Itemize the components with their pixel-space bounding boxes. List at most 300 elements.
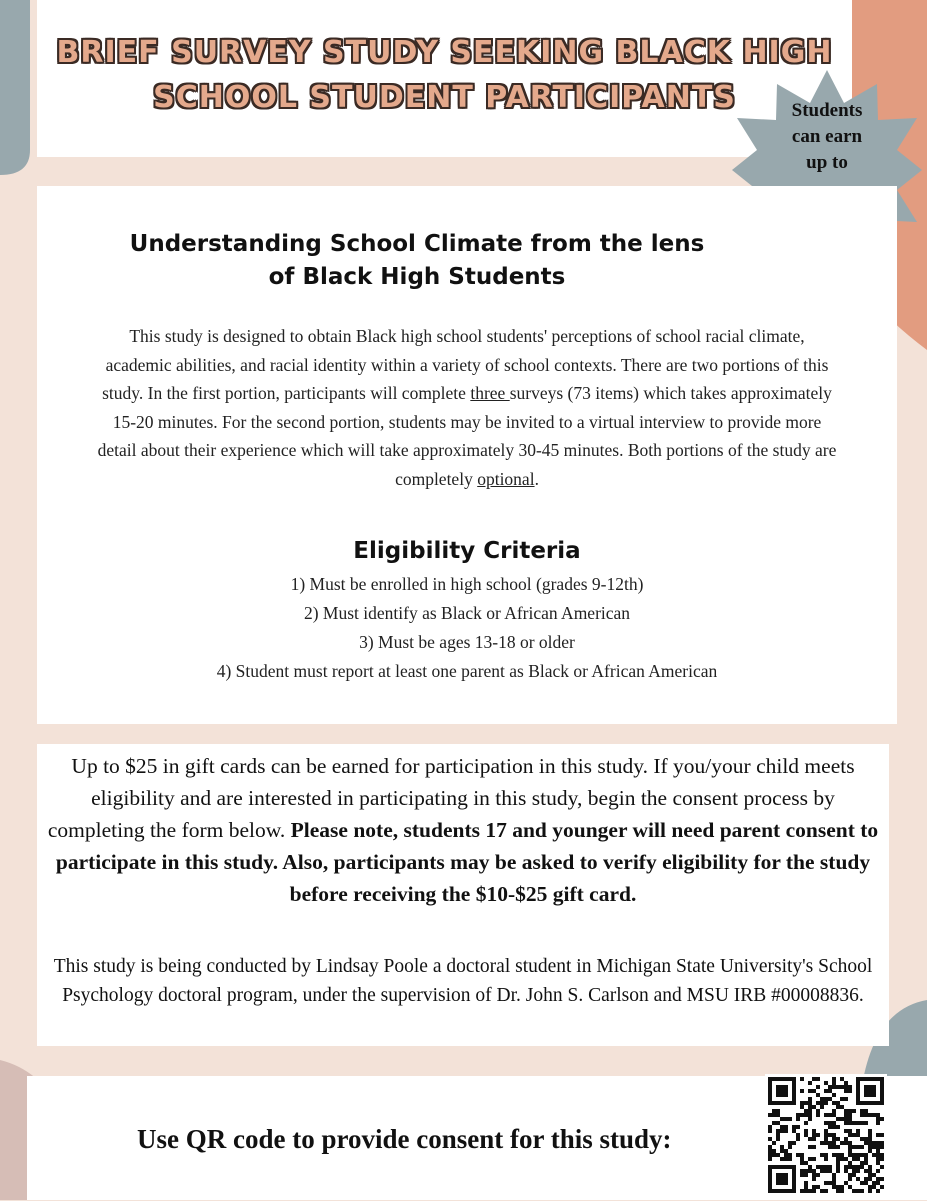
qr-module xyxy=(828,1085,832,1089)
qr-module xyxy=(860,1121,864,1125)
qr-consent-prompt: Use QR code to provide consent for this study: xyxy=(137,1124,672,1154)
qr-module xyxy=(864,1161,868,1165)
qr-module xyxy=(800,1077,804,1081)
qr-module xyxy=(804,1185,808,1189)
qr-module xyxy=(820,1169,824,1173)
study-heading-line-2: of Black High Students xyxy=(268,264,566,290)
qr-module xyxy=(828,1141,832,1145)
qr-module xyxy=(848,1121,852,1125)
qr-module xyxy=(832,1085,836,1089)
badge-line-2: can earn xyxy=(791,126,863,147)
qr-module xyxy=(808,1117,812,1121)
qr-module xyxy=(880,1117,884,1121)
qr-module xyxy=(768,1097,772,1101)
qr-module xyxy=(824,1129,828,1133)
qr-module xyxy=(868,1129,872,1133)
qr-module xyxy=(780,1117,784,1121)
qr-module xyxy=(812,1137,816,1141)
qr-module xyxy=(844,1113,848,1117)
qr-module xyxy=(780,1077,784,1081)
qr-module xyxy=(844,1181,848,1185)
qr-module xyxy=(844,1089,848,1093)
qr-module xyxy=(780,1093,784,1097)
qr-module xyxy=(868,1189,872,1193)
qr-module xyxy=(808,1101,812,1105)
qr-module xyxy=(876,1157,880,1161)
qr-module xyxy=(832,1125,836,1129)
qr-module xyxy=(848,1153,852,1157)
qr-module xyxy=(828,1089,832,1093)
qr-module xyxy=(804,1101,808,1105)
qr-module xyxy=(848,1185,852,1189)
qr-module xyxy=(800,1153,804,1157)
qr-module xyxy=(832,1109,836,1113)
qr-module xyxy=(876,1181,880,1185)
qr-module xyxy=(828,1169,832,1173)
qr-module xyxy=(868,1101,872,1105)
qr-module xyxy=(804,1133,808,1137)
qr-module xyxy=(876,1189,880,1193)
eligibility-item: 1) Must be enrolled in high school (grades 9-12th) xyxy=(290,574,644,594)
qr-module xyxy=(852,1121,856,1125)
qr-module xyxy=(796,1137,800,1141)
qr-module xyxy=(776,1137,780,1141)
qr-module xyxy=(780,1149,784,1153)
qr-module xyxy=(860,1165,864,1169)
eligibility-item: 2) Must identify as Black or African American xyxy=(303,603,631,623)
qr-module xyxy=(784,1157,788,1161)
eligibility-item: 3) Must be ages 13-18 or older xyxy=(359,632,575,652)
qr-module xyxy=(848,1177,852,1181)
qr-module xyxy=(768,1101,772,1105)
qr-module xyxy=(848,1145,852,1149)
qr-module xyxy=(804,1169,808,1173)
qr-module xyxy=(780,1085,784,1089)
qr-module xyxy=(824,1169,828,1173)
qr-module xyxy=(852,1169,856,1173)
qr-module xyxy=(816,1173,820,1177)
qr-module xyxy=(852,1153,856,1157)
qr-module xyxy=(784,1189,788,1193)
qr-module xyxy=(868,1173,872,1177)
qr-module xyxy=(840,1085,844,1089)
qr-module xyxy=(836,1105,840,1109)
qr-module xyxy=(868,1077,872,1081)
description-underlined-optional: optional xyxy=(477,468,535,489)
qr-module xyxy=(796,1113,800,1117)
qr-module xyxy=(880,1093,884,1097)
qr-module xyxy=(784,1117,788,1121)
qr-module xyxy=(800,1113,804,1117)
qr-module xyxy=(860,1101,864,1105)
qr-module xyxy=(856,1081,860,1085)
qr-module xyxy=(768,1077,772,1081)
qr-module xyxy=(792,1093,796,1097)
qr-module xyxy=(836,1165,840,1169)
qr-module xyxy=(868,1169,872,1173)
qr-module xyxy=(776,1181,780,1185)
qr-module xyxy=(876,1149,880,1153)
qr-module xyxy=(772,1113,776,1117)
qr-module xyxy=(780,1089,784,1093)
qr-module xyxy=(880,1145,884,1149)
page-title xyxy=(37,30,852,120)
description-text-1: This study is designed to obtain Black high school students' perceptions of school racial climate, academic abilities, and racial identity within a variety of school contexts. There are two portions of this study. In the first portion, participants will complete xyxy=(102,326,829,403)
qr-module xyxy=(792,1177,796,1181)
qr-module xyxy=(864,1077,868,1081)
qr-module xyxy=(816,1093,820,1097)
qr-module xyxy=(824,1133,828,1137)
qr-module xyxy=(856,1097,860,1101)
qr-module xyxy=(784,1153,788,1157)
qr-module xyxy=(792,1181,796,1185)
qr-module xyxy=(800,1157,804,1161)
qr-module xyxy=(840,1189,844,1193)
qr-module xyxy=(768,1173,772,1177)
qr-module xyxy=(828,1133,832,1137)
qr-module xyxy=(868,1149,872,1153)
qr-module xyxy=(864,1121,868,1125)
qr-module xyxy=(812,1173,816,1177)
qr-module xyxy=(792,1173,796,1177)
qr-module xyxy=(876,1153,880,1157)
badge-line-1: Students xyxy=(791,100,863,121)
qr-module xyxy=(768,1125,772,1129)
qr-module xyxy=(864,1109,868,1113)
qr-module xyxy=(816,1185,820,1189)
qr-module xyxy=(864,1157,868,1161)
qr-module xyxy=(844,1085,848,1089)
eligibility-item: 4) Student must report at least one parent as Black or African American xyxy=(216,661,718,681)
qr-module xyxy=(812,1145,816,1149)
qr-module xyxy=(804,1189,808,1193)
qr-module xyxy=(864,1085,868,1089)
qr-module xyxy=(776,1113,780,1117)
qr-module xyxy=(856,1121,860,1125)
qr-module xyxy=(864,1093,868,1097)
qr-module xyxy=(868,1113,872,1117)
qr-module xyxy=(808,1109,812,1113)
qr-module xyxy=(776,1189,780,1193)
qr-module xyxy=(832,1137,836,1141)
qr-module xyxy=(852,1145,856,1149)
qr-module xyxy=(792,1165,796,1169)
qr-module xyxy=(832,1101,836,1105)
qr-module xyxy=(880,1101,884,1105)
qr-module xyxy=(808,1113,812,1117)
slate-corner-shape xyxy=(0,0,30,175)
qr-module xyxy=(772,1109,776,1113)
qr-module xyxy=(788,1101,792,1105)
eligibility-title: Eligibility Criteria xyxy=(353,538,581,564)
qr-module xyxy=(812,1177,816,1181)
qr-module xyxy=(780,1157,784,1161)
qr-module xyxy=(812,1129,816,1133)
qr-module xyxy=(880,1177,884,1181)
qr-module xyxy=(860,1137,864,1141)
qr-module xyxy=(808,1097,812,1101)
qr-module xyxy=(868,1093,872,1097)
qr-module xyxy=(836,1101,840,1105)
qr-module xyxy=(880,1081,884,1085)
qr-module xyxy=(856,1153,860,1157)
qr-module xyxy=(864,1137,868,1141)
qr-module xyxy=(776,1165,780,1169)
qr-module xyxy=(864,1177,868,1181)
qr-module xyxy=(832,1077,836,1081)
qr-module xyxy=(876,1101,880,1105)
qr-module xyxy=(820,1097,824,1101)
qr-module xyxy=(768,1081,772,1085)
qr-module xyxy=(780,1165,784,1169)
qr-module xyxy=(768,1157,772,1161)
qr-module xyxy=(848,1165,852,1169)
title-line-1: BRIEF SURVEY STUDY SEEKING BLACK HIGH xyxy=(56,35,833,70)
qr-module xyxy=(844,1157,848,1161)
qr-module xyxy=(868,1141,872,1145)
qr-module xyxy=(848,1133,852,1137)
study-heading-line-1: Understanding School Climate from the lens xyxy=(129,231,705,257)
qr-module xyxy=(840,1105,844,1109)
qr-module xyxy=(848,1141,852,1145)
qr-module xyxy=(832,1153,836,1157)
qr-module xyxy=(856,1169,860,1173)
qr-module xyxy=(856,1101,860,1105)
qr-module xyxy=(816,1085,820,1089)
qr-module xyxy=(824,1081,828,1085)
qr-module xyxy=(872,1145,876,1149)
qr-module xyxy=(768,1169,772,1173)
qr-module xyxy=(812,1169,816,1173)
qr-module xyxy=(800,1173,804,1177)
qr-module xyxy=(856,1177,860,1181)
qr-module xyxy=(800,1101,804,1105)
qr-module xyxy=(872,1089,876,1093)
qr-module xyxy=(856,1093,860,1097)
qr-module xyxy=(836,1145,840,1149)
qr-module xyxy=(840,1141,844,1145)
qr-module xyxy=(852,1173,856,1177)
qr-module xyxy=(840,1185,844,1189)
qr-module xyxy=(772,1149,776,1153)
qr-module xyxy=(804,1181,808,1185)
qr-module xyxy=(856,1085,860,1089)
qr-module xyxy=(828,1145,832,1149)
qr-module xyxy=(792,1125,796,1129)
qr-module xyxy=(820,1189,824,1193)
qr-module xyxy=(768,1185,772,1189)
qr-module xyxy=(836,1085,840,1089)
qr-module xyxy=(772,1101,776,1105)
qr-module xyxy=(864,1141,868,1145)
qr-module xyxy=(772,1077,776,1081)
qr-module xyxy=(832,1145,836,1149)
qr-module xyxy=(788,1189,792,1193)
qr-module xyxy=(852,1165,856,1169)
qr-module xyxy=(768,1153,772,1157)
qr-module xyxy=(848,1089,852,1093)
qr-module xyxy=(844,1081,848,1085)
qr-module xyxy=(844,1109,848,1113)
qr-module xyxy=(832,1093,836,1097)
qr-module xyxy=(792,1085,796,1089)
qr-module xyxy=(840,1157,844,1161)
qr-module xyxy=(876,1169,880,1173)
qr-module xyxy=(776,1153,780,1157)
qr-module xyxy=(812,1077,816,1081)
qr-module xyxy=(860,1161,864,1165)
qr-module xyxy=(836,1117,840,1121)
qr-module xyxy=(776,1101,780,1105)
qr-module xyxy=(876,1117,880,1121)
qr-module xyxy=(868,1165,872,1169)
qr-module xyxy=(768,1181,772,1185)
qr-module xyxy=(848,1149,852,1153)
study-description xyxy=(97,322,837,493)
qr-module xyxy=(852,1133,856,1137)
qr-code[interactable] xyxy=(765,1074,887,1196)
qr-module xyxy=(876,1113,880,1117)
qr-module xyxy=(800,1169,804,1173)
qr-module xyxy=(788,1157,792,1161)
description-underlined-three: three xyxy=(470,383,510,403)
qr-module xyxy=(848,1113,852,1117)
qr-module xyxy=(804,1121,808,1125)
badge-line-3: up to xyxy=(806,152,848,173)
qr-module xyxy=(840,1097,844,1101)
qr-module xyxy=(880,1085,884,1089)
qr-module xyxy=(824,1165,828,1169)
qr-module xyxy=(780,1189,784,1193)
qr-module xyxy=(776,1093,780,1097)
qr-module xyxy=(876,1161,880,1165)
qr-module xyxy=(872,1077,876,1081)
compensation-bold: Please note, students 17 and younger will need parent consent to participate in this study. Also, participants may be asked to verify eligibility for the study before receiving the $10-$25 gift card. xyxy=(55,818,879,906)
qr-module xyxy=(836,1161,840,1165)
qr-module xyxy=(816,1165,820,1169)
qr-module xyxy=(784,1101,788,1105)
qr-module xyxy=(792,1169,796,1173)
qr-module xyxy=(832,1173,836,1177)
qr-module xyxy=(836,1189,840,1193)
qr-module xyxy=(864,1153,868,1157)
qr-module xyxy=(808,1169,812,1173)
qr-module xyxy=(848,1117,852,1121)
qr-module xyxy=(768,1129,772,1133)
qr-module xyxy=(780,1181,784,1185)
qr-module xyxy=(808,1137,812,1141)
qr-module xyxy=(812,1089,816,1093)
qr-module xyxy=(824,1113,828,1117)
qr-module xyxy=(784,1149,788,1153)
qr-module xyxy=(872,1185,876,1189)
qr-module xyxy=(776,1177,780,1181)
qr-module xyxy=(776,1121,780,1125)
qr-module xyxy=(768,1177,772,1181)
qr-module xyxy=(784,1129,788,1133)
qr-module xyxy=(788,1141,792,1145)
qr-module xyxy=(820,1141,824,1145)
qr-module xyxy=(776,1109,780,1113)
qr-module xyxy=(848,1161,852,1165)
qr-module xyxy=(800,1189,804,1193)
qr-module xyxy=(824,1097,828,1101)
qr-module xyxy=(792,1081,796,1085)
qr-module xyxy=(792,1189,796,1193)
study-heading xyxy=(97,228,737,294)
qr-module xyxy=(836,1185,840,1189)
qr-module xyxy=(792,1097,796,1101)
qr-module xyxy=(832,1081,836,1085)
qr-module xyxy=(776,1129,780,1133)
qr-module xyxy=(880,1185,884,1189)
qr-module xyxy=(868,1133,872,1137)
qr-module xyxy=(808,1089,812,1093)
qr-module xyxy=(856,1145,860,1149)
qr-module xyxy=(856,1129,860,1133)
study-info-card xyxy=(37,186,897,724)
qr-module xyxy=(808,1105,812,1109)
qr-module xyxy=(772,1141,776,1145)
qr-module xyxy=(768,1089,772,1093)
qr-module xyxy=(816,1101,820,1105)
qr-module xyxy=(828,1181,832,1185)
qr-module xyxy=(784,1125,788,1129)
qr-module xyxy=(836,1169,840,1173)
qr-module xyxy=(860,1153,864,1157)
qr-module xyxy=(828,1125,832,1129)
qr-module xyxy=(860,1181,864,1185)
qr-module xyxy=(880,1133,884,1137)
qr-module xyxy=(808,1189,812,1193)
qr-module xyxy=(880,1097,884,1101)
qr-module xyxy=(772,1189,776,1193)
qr-module xyxy=(808,1145,812,1149)
qr-module xyxy=(864,1089,868,1093)
qr-module xyxy=(804,1161,808,1165)
qr-module xyxy=(856,1189,860,1193)
qr-module xyxy=(844,1129,848,1133)
qr-module xyxy=(856,1165,860,1169)
qr-module xyxy=(816,1113,820,1117)
qr-module xyxy=(784,1077,788,1081)
qr-module xyxy=(868,1185,872,1189)
qr-module xyxy=(792,1089,796,1093)
qr-module xyxy=(780,1145,784,1149)
qr-module xyxy=(848,1129,852,1133)
qr-module xyxy=(804,1109,808,1113)
qr-module xyxy=(876,1145,880,1149)
qr-module xyxy=(792,1129,796,1133)
description-text-2: surveys (73 items) which takes approximately 15-20 minutes. For the second portion, students may be invited to a virtual interview to provide more detail about their experience which will take approximately 30-45 minutes. Both portions of the study are completely xyxy=(97,383,837,489)
qr-module xyxy=(784,1093,788,1097)
qr-module xyxy=(768,1189,772,1193)
title-line-2: SCHOOL STUDENT PARTICIPANTS xyxy=(153,80,736,115)
qr-module xyxy=(776,1085,780,1089)
qr-module xyxy=(828,1113,832,1117)
qr-module xyxy=(876,1121,880,1125)
qr-module xyxy=(824,1189,828,1193)
eligibility-list xyxy=(37,570,897,686)
qr-module xyxy=(852,1109,856,1113)
qr-module xyxy=(800,1105,804,1109)
qr-module xyxy=(824,1181,828,1185)
qr-module xyxy=(860,1145,864,1149)
qr-module xyxy=(776,1133,780,1137)
qr-module xyxy=(864,1181,868,1185)
qr-module xyxy=(824,1089,828,1093)
qr-module xyxy=(876,1177,880,1181)
